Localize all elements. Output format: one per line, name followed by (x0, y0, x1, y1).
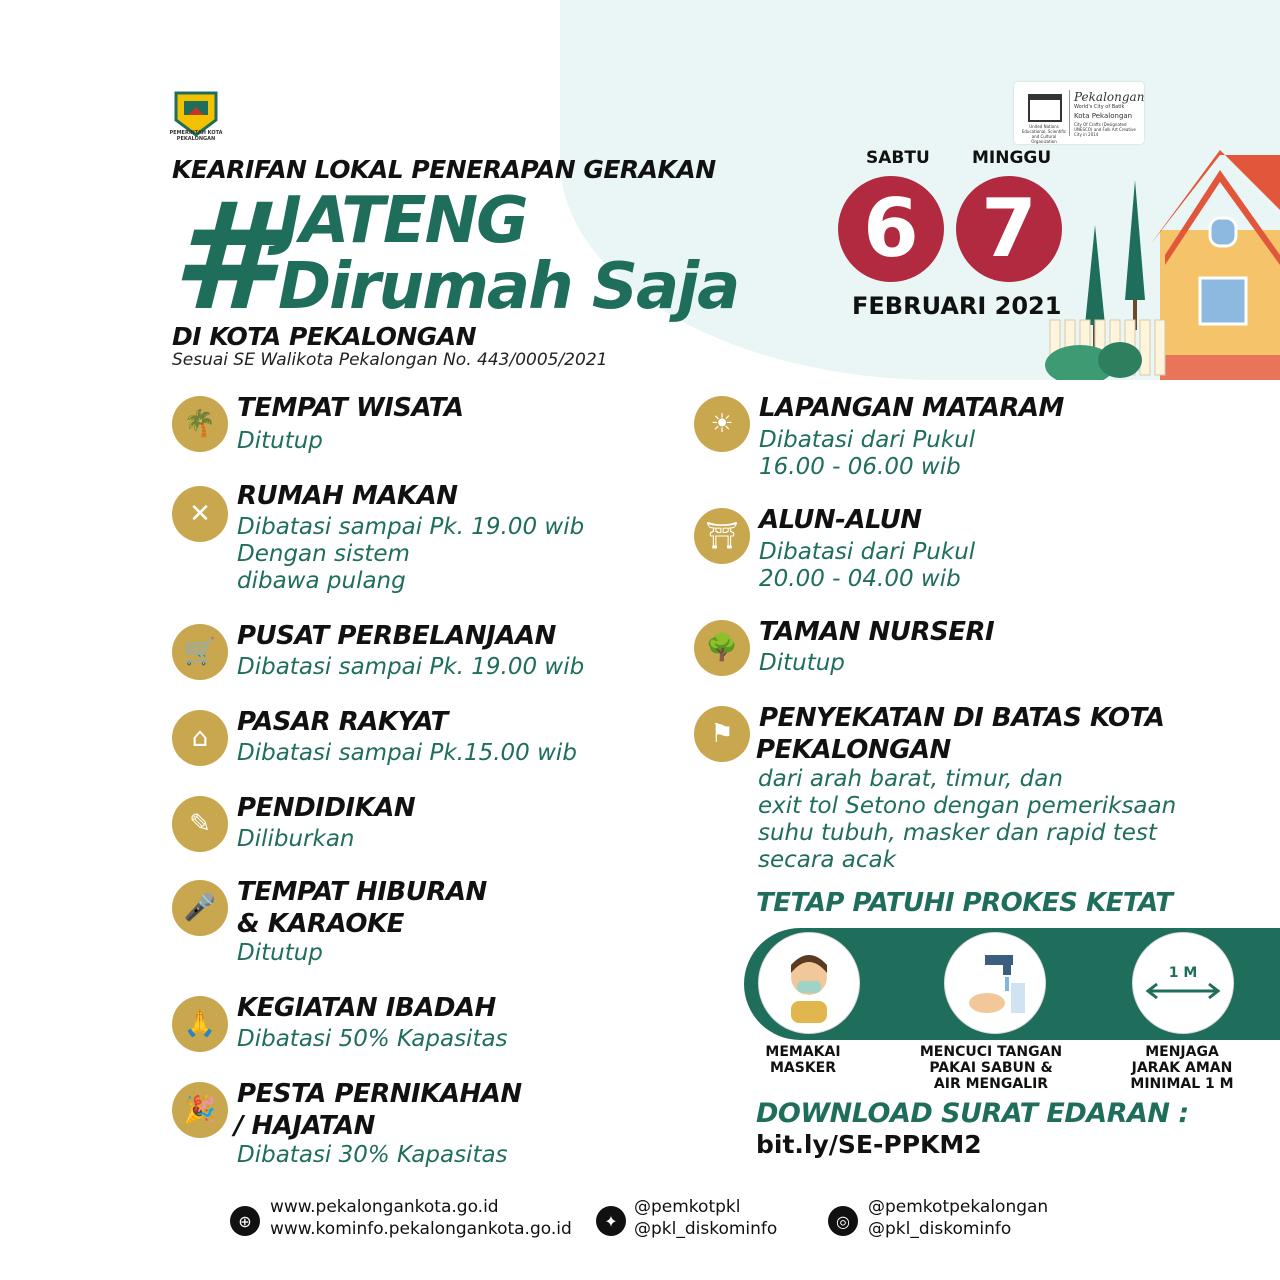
footer-websites (270, 1196, 572, 1240)
website-link[interactable]: www.pekalongankota.go.id (270, 1197, 499, 1217)
item-desc: Ditutup (237, 428, 323, 454)
download-link[interactable]: bit.ly/SE-PPKM2 (756, 1130, 982, 1159)
distance-icon (1132, 932, 1234, 1034)
day1-number: 6 (838, 176, 944, 282)
cloud (640, 0, 860, 60)
hashtag-line1: JATENG (278, 184, 527, 258)
double-arrow-icon (1143, 981, 1223, 1001)
instagram-handle[interactable]: @pemkotpekalongan (868, 1197, 1049, 1217)
item-title-line2: / HAJATAN (234, 1111, 375, 1141)
utensils-icon: ✕ (172, 486, 228, 542)
city-emblem-label: PEMERINTAH KOTA PEKALONGAN (169, 130, 223, 142)
house-illustration (1030, 150, 1280, 380)
item-desc: Dibatasi 50% Kapasitas (237, 1026, 508, 1052)
hashtag-line2: Dirumah Saja (278, 250, 739, 324)
instagram-handle[interactable]: @pkl_diskominfo (868, 1219, 1012, 1239)
download-label: DOWNLOAD SURAT EDARAN : (756, 1098, 1189, 1129)
unesco-text: United Nations Educational, Scientific and Cultural Organization (1021, 124, 1067, 144)
item-title: TEMPAT HIBURAN (237, 877, 487, 907)
hashtag-symbol: # (172, 171, 269, 343)
item-title: ALUN-ALUN (759, 505, 922, 535)
microphone-icon: 🎤 (172, 880, 228, 936)
item-title: PASAR RAKYAT (237, 707, 448, 737)
item-desc: Ditutup (237, 940, 323, 966)
handwash-icon (944, 932, 1046, 1034)
item-title-line2: & KARAOKE (237, 909, 404, 939)
road-block-icon: ⚑ (694, 706, 750, 762)
creative-city-text: City Of Crafts (Designated UNESCO) and Folk Art Creative City in 2014 (1074, 122, 1136, 137)
header-reference: Sesuai SE Walikota Pekalongan No. 443/0005/2021 (172, 350, 608, 370)
item-title: PENYEKATAN DI BATAS KOTA (759, 703, 1165, 733)
website-link[interactable]: www.kominfo.pekalongankota.go.id (270, 1219, 572, 1239)
header-location: DI KOTA PEKALONGAN (172, 322, 477, 351)
beach-icon: 🌴 (172, 396, 228, 452)
item-desc: Dibatasi dari Pukul 20.00 - 04.00 wib (759, 539, 976, 592)
day1-label: SABTU (866, 148, 930, 168)
item-desc: dari arah barat, timur, dan exit tol Setono dengan pemeriksaan suhu tubuh, masker dan rapid test secara acak (758, 766, 1177, 873)
twitter-handle[interactable]: @pemkotpkl (634, 1197, 741, 1217)
mask-person-icon (758, 932, 860, 1034)
item-title: LAPANGAN MATARAM (759, 393, 1064, 423)
gate-icon: ⛩ (694, 508, 750, 564)
distance-value: 1 M (1168, 965, 1198, 981)
item-title: RUMAH MAKAN (237, 481, 458, 511)
item-desc: Ditutup (759, 650, 845, 676)
prokes-label-mask: MEMAKAI MASKER (765, 1044, 841, 1076)
cart-icon: 🛒 (172, 624, 228, 680)
item-title: PENDIDIKAN (237, 793, 416, 823)
item-title: PESTA PERNIKAHAN (237, 1079, 522, 1109)
twitter-handle[interactable]: @pkl_diskominfo (634, 1219, 778, 1239)
day2-number: 7 (956, 176, 1062, 282)
instagram-icon: ◎ (828, 1206, 858, 1236)
item-desc: Dibatasi sampai Pk. 19.00 wib (237, 654, 585, 680)
prokes-label-handwash: MENCUCI TANGAN PAKAI SABUN & AIR MENGALIR (919, 1044, 1063, 1092)
prokes-label-distance: MENJAGA JARAK AMAN MINIMAL 1 M (1130, 1044, 1234, 1092)
logo-subtitle: World's City of Batik (1074, 104, 1125, 110)
header-kicker: KEARIFAN LOKAL PENERAPAN GERAKAN (172, 155, 716, 184)
item-desc: Dibatasi 30% Kapasitas (237, 1142, 508, 1168)
item-desc: Dibatasi sampai Pk. 19.00 wib Dengan sistem dibawa pulang (237, 514, 585, 594)
prokes-title: TETAP PATUHI PROKES KETAT (756, 888, 1173, 918)
unesco-creative-city-logo (1014, 82, 1144, 144)
globe-icon: ⊕ (230, 1206, 260, 1236)
footer-instagram (868, 1196, 1048, 1240)
item-title: TAMAN NURSERI (759, 617, 995, 647)
park-icon: 🌳 (694, 620, 750, 676)
item-desc: Dibatasi sampai Pk.15.00 wib (237, 740, 577, 766)
twitter-icon: ✦ (596, 1206, 626, 1236)
notebook-icon: ✎ (172, 796, 228, 852)
party-popper-icon: 🎉 (172, 1082, 228, 1138)
item-title-line2: PEKALONGAN (756, 735, 951, 765)
item-title: PUSAT PERBELANJAAN (237, 621, 556, 651)
item-desc: Dibatasi dari Pukul 16.00 - 06.00 wib (759, 427, 976, 480)
item-title: KEGIATAN IBADAH (237, 993, 496, 1023)
store-icon: ⌂ (172, 710, 228, 766)
logo-title: Pekalongan (1074, 90, 1145, 104)
month-year: FEBRUARI 2021 (852, 292, 1062, 320)
unesco-temple-icon (1028, 94, 1062, 122)
item-title: TEMPAT WISATA (237, 393, 464, 423)
praying-hands-icon: 🙏 (172, 996, 228, 1052)
item-desc: Diliburkan (237, 826, 355, 852)
day2-label: MINGGU (972, 148, 1052, 168)
field-icon: ☀ (694, 396, 750, 452)
logo-city: Kota Pekalongan (1074, 112, 1133, 120)
footer-twitter (634, 1196, 777, 1240)
